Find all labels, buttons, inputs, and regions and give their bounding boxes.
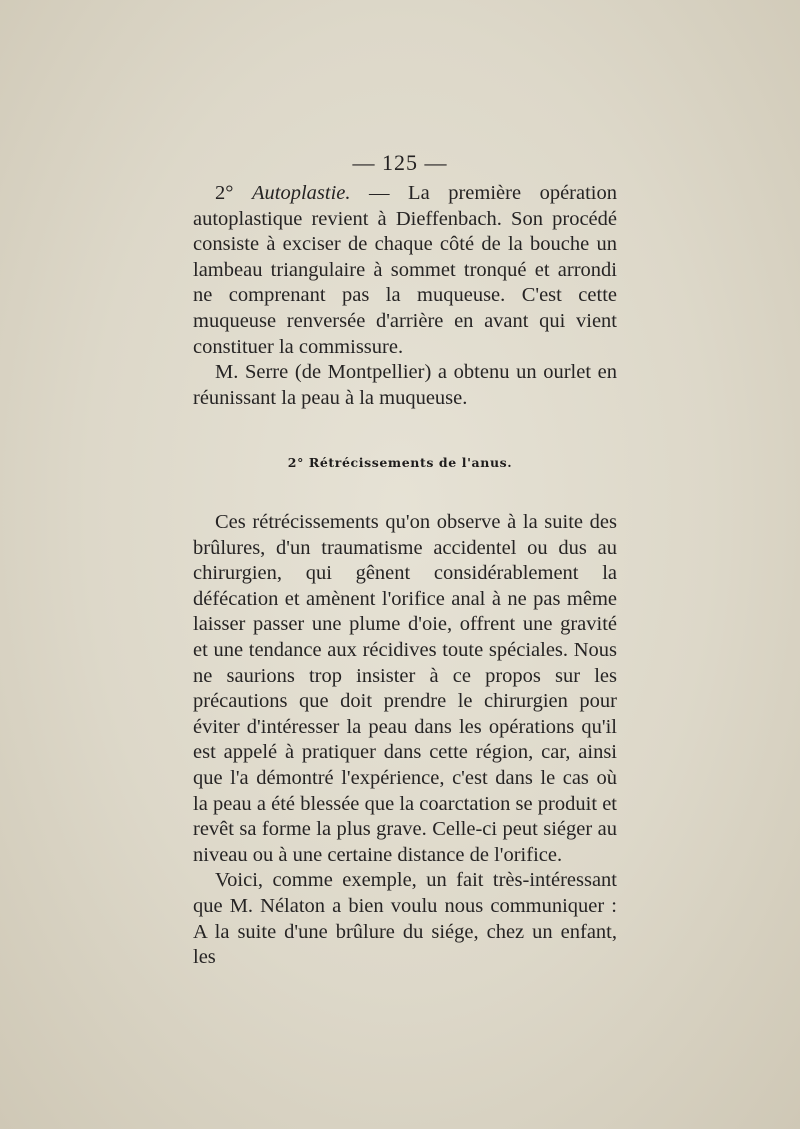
paragraph xyxy=(193,181,617,360)
section-title: Autoplastie. xyxy=(251,182,351,204)
paragraph-text: — La première opération autoplastique revient à Dieffenbach. Son procédé consiste à exciser de chaque côté de la bouche un lambeau triangulaire à sommet tronqué et arrondi ne comprenant pas la muqueuse. C'est cette muqueuse renversée d'arrière en avant qui vient constituer la commissure. xyxy=(193,182,617,358)
page-number: — 125 — xyxy=(352,150,448,175)
paragraph: Ces rétrécissements qu'on observe à la suite des brûlures, d'un traumatisme accidentel ou dus au chirurgien, qui gênent considérablement la défécation et amènent l'orifice anal à ne pas même laisser passer une plume d'oie, offrent une gravité et une tendance aux récidives toute spéciales. Nous ne saurions trop insister à ce propos sur les précautions que doit prendre le chirurgien pour éviter d'intéresser la peau dans les opérations qu'il est appelé à pratiquer dans cette région, car, ainsi que l'a démontré l'expérience, c'est dans le cas où la peau a été blessée que la coarctation se produit et revêt sa forme la plus grave. Celle-ci peut siéger au niveau ou à une certaine distance de l'orifice. xyxy=(193,511,617,866)
section-retrecissements xyxy=(193,510,617,971)
paragraph: M. Serre (de Montpellier) a obtenu un ourlet en réunissant la peau à la muqueuse. xyxy=(193,361,617,409)
paragraph: Voici, comme exemple, un fait très-intéressant que M. Nélaton a bien voulu nous communiquer : A la suite d'une brûlure du siége, chez un enfant, les xyxy=(193,869,617,969)
section-number: 2° xyxy=(215,182,234,204)
section-heading: 2° Rétrécissements de l'anus. xyxy=(287,455,513,470)
section-autoplastie xyxy=(193,181,617,411)
